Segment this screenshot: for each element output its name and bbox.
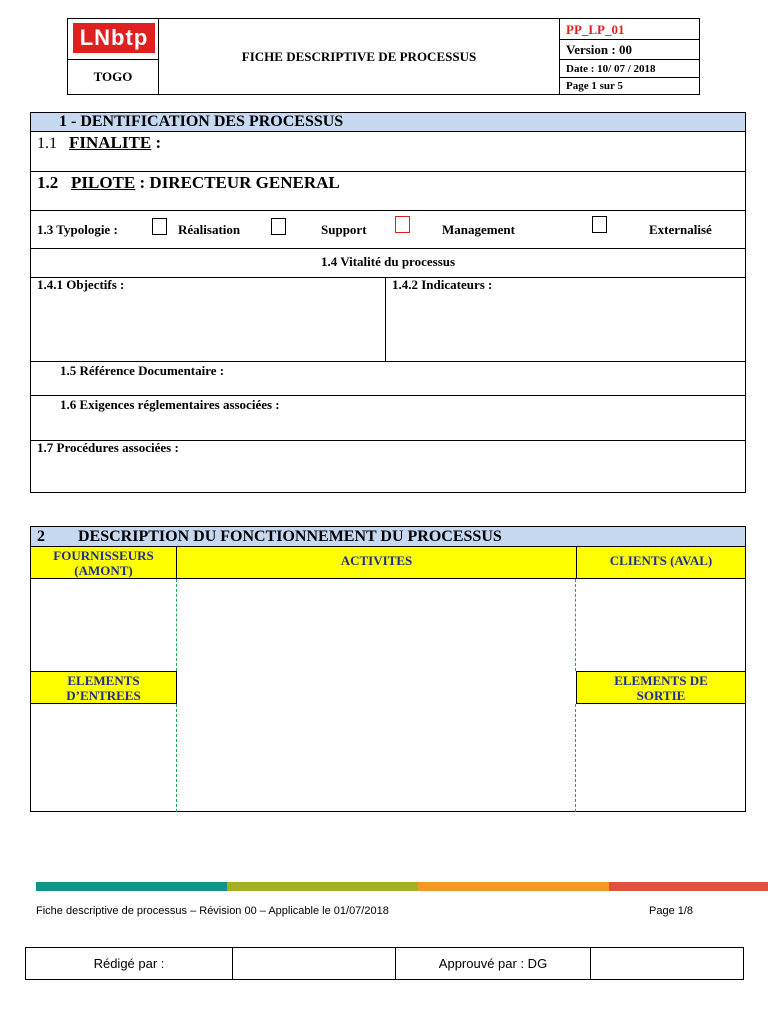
objectifs-label: 1.4.1 Objectifs : — [37, 277, 125, 292]
clients-header: CLIENTS (AVAL) — [576, 546, 746, 579]
procedures-label: 1.7 Procédures associées : — [37, 440, 179, 455]
finalite-number: 1.1 — [37, 135, 57, 152]
column-divider-right-bottom — [575, 704, 576, 812]
document-code: PP_LP_01 — [559, 18, 700, 40]
elements-entrees-header — [30, 671, 177, 704]
footer-bar-olive — [227, 882, 418, 891]
sortie-line1: ELEMENTS DE — [614, 672, 708, 688]
country-label: TOGO — [67, 59, 159, 95]
exigences-row — [30, 395, 746, 441]
column-divider-left-top — [176, 579, 177, 671]
exigences-label: 1.6 Exigences réglementaires associées : — [60, 397, 280, 412]
section2-title: DESCRIPTION DU FONCTIONNEMENT DU PROCESSUS — [78, 528, 502, 545]
support-label: Support — [321, 222, 367, 237]
section2-header — [30, 526, 746, 547]
column-divider-right-top — [575, 579, 576, 671]
procedures-row — [30, 440, 746, 493]
document-page: Page 1 sur 5 — [559, 77, 700, 95]
approuve-signature-field[interactable] — [590, 947, 744, 980]
finalite-colon: : — [151, 133, 162, 152]
finalite-row — [30, 131, 746, 172]
document-version: Version : 00 — [559, 39, 700, 60]
finalite-label: FINALITE — [69, 133, 152, 152]
activites-header: ACTIVITES — [176, 546, 577, 579]
document-title: FICHE DESCRIPTIVE DE PROCESSUS — [158, 18, 560, 95]
externalise-checkbox[interactable] — [592, 216, 607, 233]
sortie-line2: SORTIE — [636, 687, 686, 703]
footer-bar-red — [609, 882, 768, 891]
redige-label: Rédigé par : — [93, 956, 165, 971]
realisation-checkbox[interactable] — [152, 218, 167, 235]
footer-page: Page 1/8 — [649, 905, 694, 917]
section1-header: 1 - DENTIFICATION DES PROCESSUS — [30, 112, 746, 132]
pilote-value: : DIRECTEUR GENERAL — [135, 173, 340, 192]
externalise-label: Externalisé — [649, 222, 712, 237]
support-checkbox[interactable] — [271, 218, 286, 235]
footer-text: Fiche descriptive de processus – Révision 00 – Applicable le 01/07/2018 — [36, 905, 389, 917]
document-date: Date : 10/ 07 / 2018 — [559, 59, 700, 78]
entrees-line2: D’ENTREES — [66, 687, 141, 703]
entrees-line1: ELEMENTS — [67, 672, 140, 688]
redige-cell — [25, 947, 233, 980]
reference-label: 1.5 Référence Documentaire : — [60, 363, 225, 378]
management-label: Management — [442, 222, 515, 237]
realisation-label: Réalisation — [178, 222, 241, 237]
fournisseurs-header — [30, 546, 177, 579]
pilote-number: 1.2 — [37, 173, 59, 192]
management-checkbox[interactable] — [395, 216, 410, 233]
indicateurs-cell — [385, 277, 746, 362]
approuve-cell — [395, 947, 591, 980]
reference-row — [30, 361, 746, 396]
redige-signature-field[interactable] — [232, 947, 396, 980]
objectifs-cell — [30, 277, 386, 362]
logo-box — [67, 18, 159, 60]
section2-number: 2 — [37, 528, 45, 545]
pilote-row — [30, 171, 746, 211]
elements-sortie-header — [576, 671, 746, 704]
vitalite-row: 1.4 Vitalité du processus — [30, 248, 746, 278]
footer-bar-teal — [36, 882, 227, 891]
indicateurs-label: 1.4.2 Indicateurs : — [392, 277, 493, 292]
fournisseurs-line1: FOURNISSEURS — [53, 547, 154, 563]
pilote-label: PILOTE — [71, 173, 136, 192]
footer-bar-orange — [418, 882, 609, 891]
company-logo: LNbtp — [73, 23, 155, 53]
fournisseurs-line2: (AMONT) — [74, 562, 133, 578]
column-divider-left-bottom — [176, 704, 177, 812]
typologie-label: 1.3 Typologie : — [37, 222, 118, 237]
approuve-label: Approuvé par : DG — [438, 956, 548, 971]
typologie-row — [30, 210, 746, 249]
